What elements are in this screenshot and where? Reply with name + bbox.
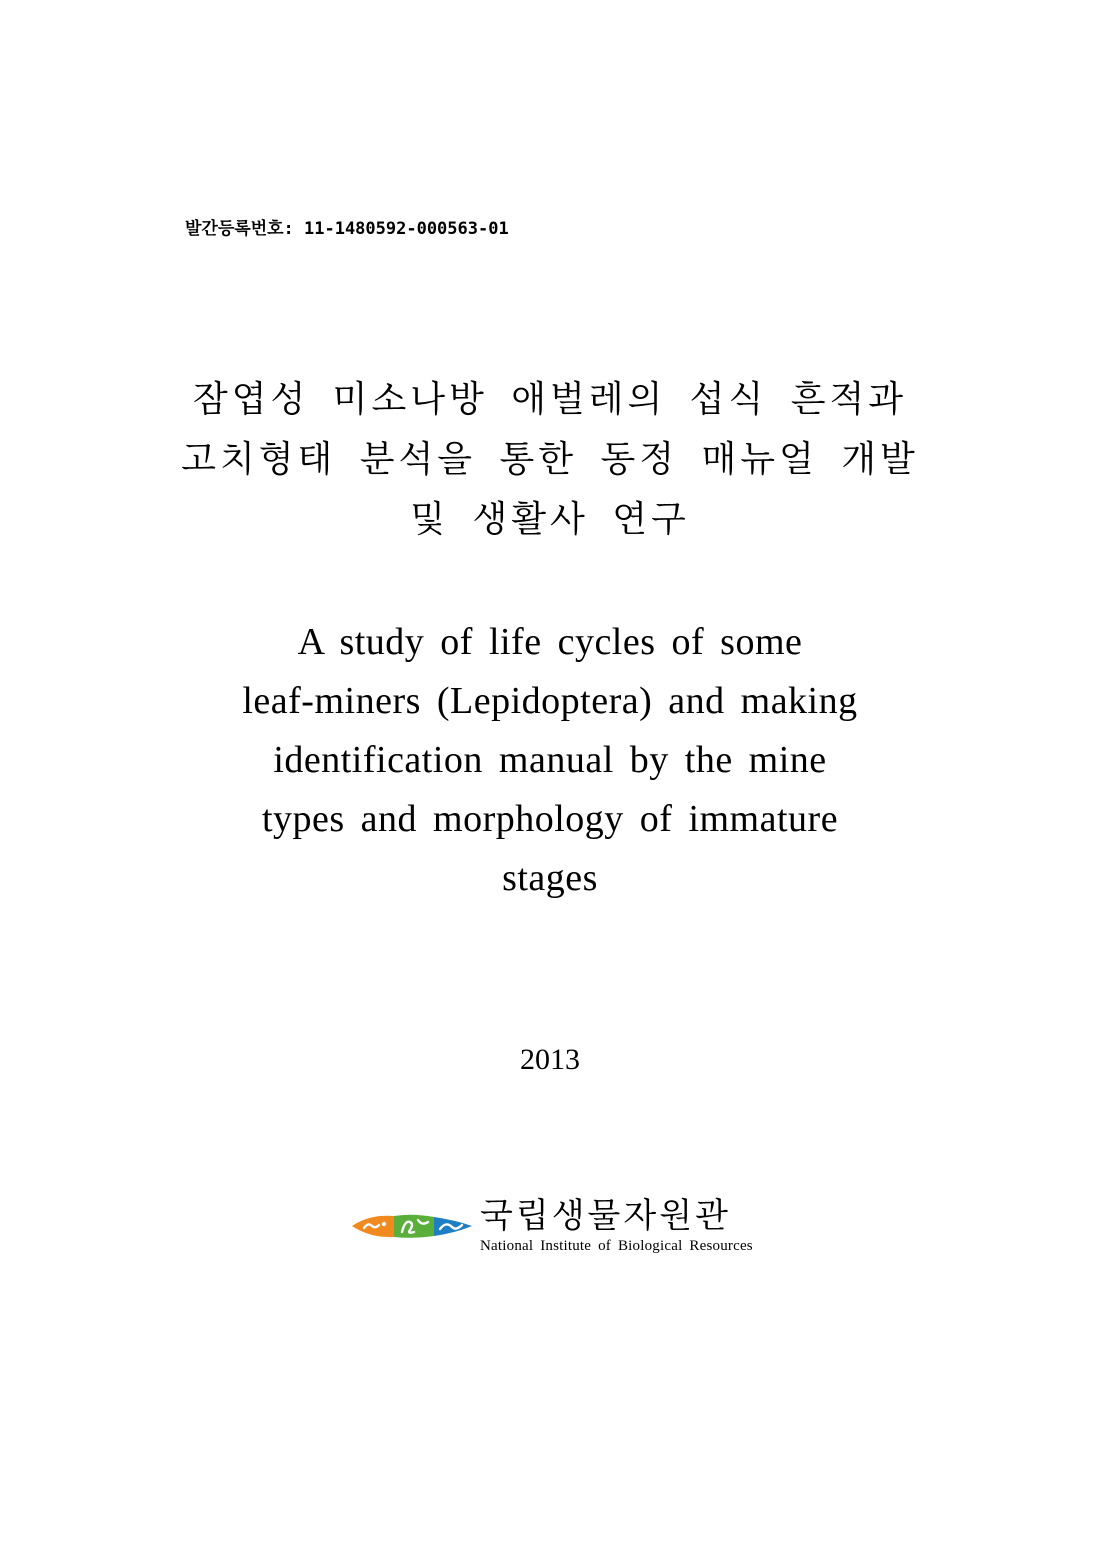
english-title-line: identification manual by the mine [273, 739, 827, 781]
publication-year: 2013 [520, 1043, 580, 1076]
publisher-name-english: National Institute of Biological Resources [480, 1238, 753, 1254]
publisher-name-korean: 국립생물자원관 [480, 1196, 731, 1236]
korean-title-line: 잠엽성 미소나방 애벌레의 섭식 흔적과 [192, 379, 908, 420]
korean-title [0, 370, 1100, 550]
publisher-logo [350, 1196, 770, 1266]
nibr-leaf-logo-icon [350, 1206, 475, 1246]
english-title-line: A study of life cycles of some [297, 621, 803, 663]
korean-title-line: 및 생활사 연구 [410, 499, 690, 540]
english-title-line: leaf-miners (Lepidoptera) and making [242, 680, 858, 722]
korean-title-line: 고치형태 분석을 통한 동정 매뉴얼 개발 [181, 439, 919, 480]
english-title-line: types and morphology of immature [261, 798, 839, 840]
registration-number: 발간등록번호: 11-1480592-000563-01 [185, 219, 509, 239]
english-title [0, 613, 1100, 908]
english-title-line: stages [502, 857, 598, 899]
